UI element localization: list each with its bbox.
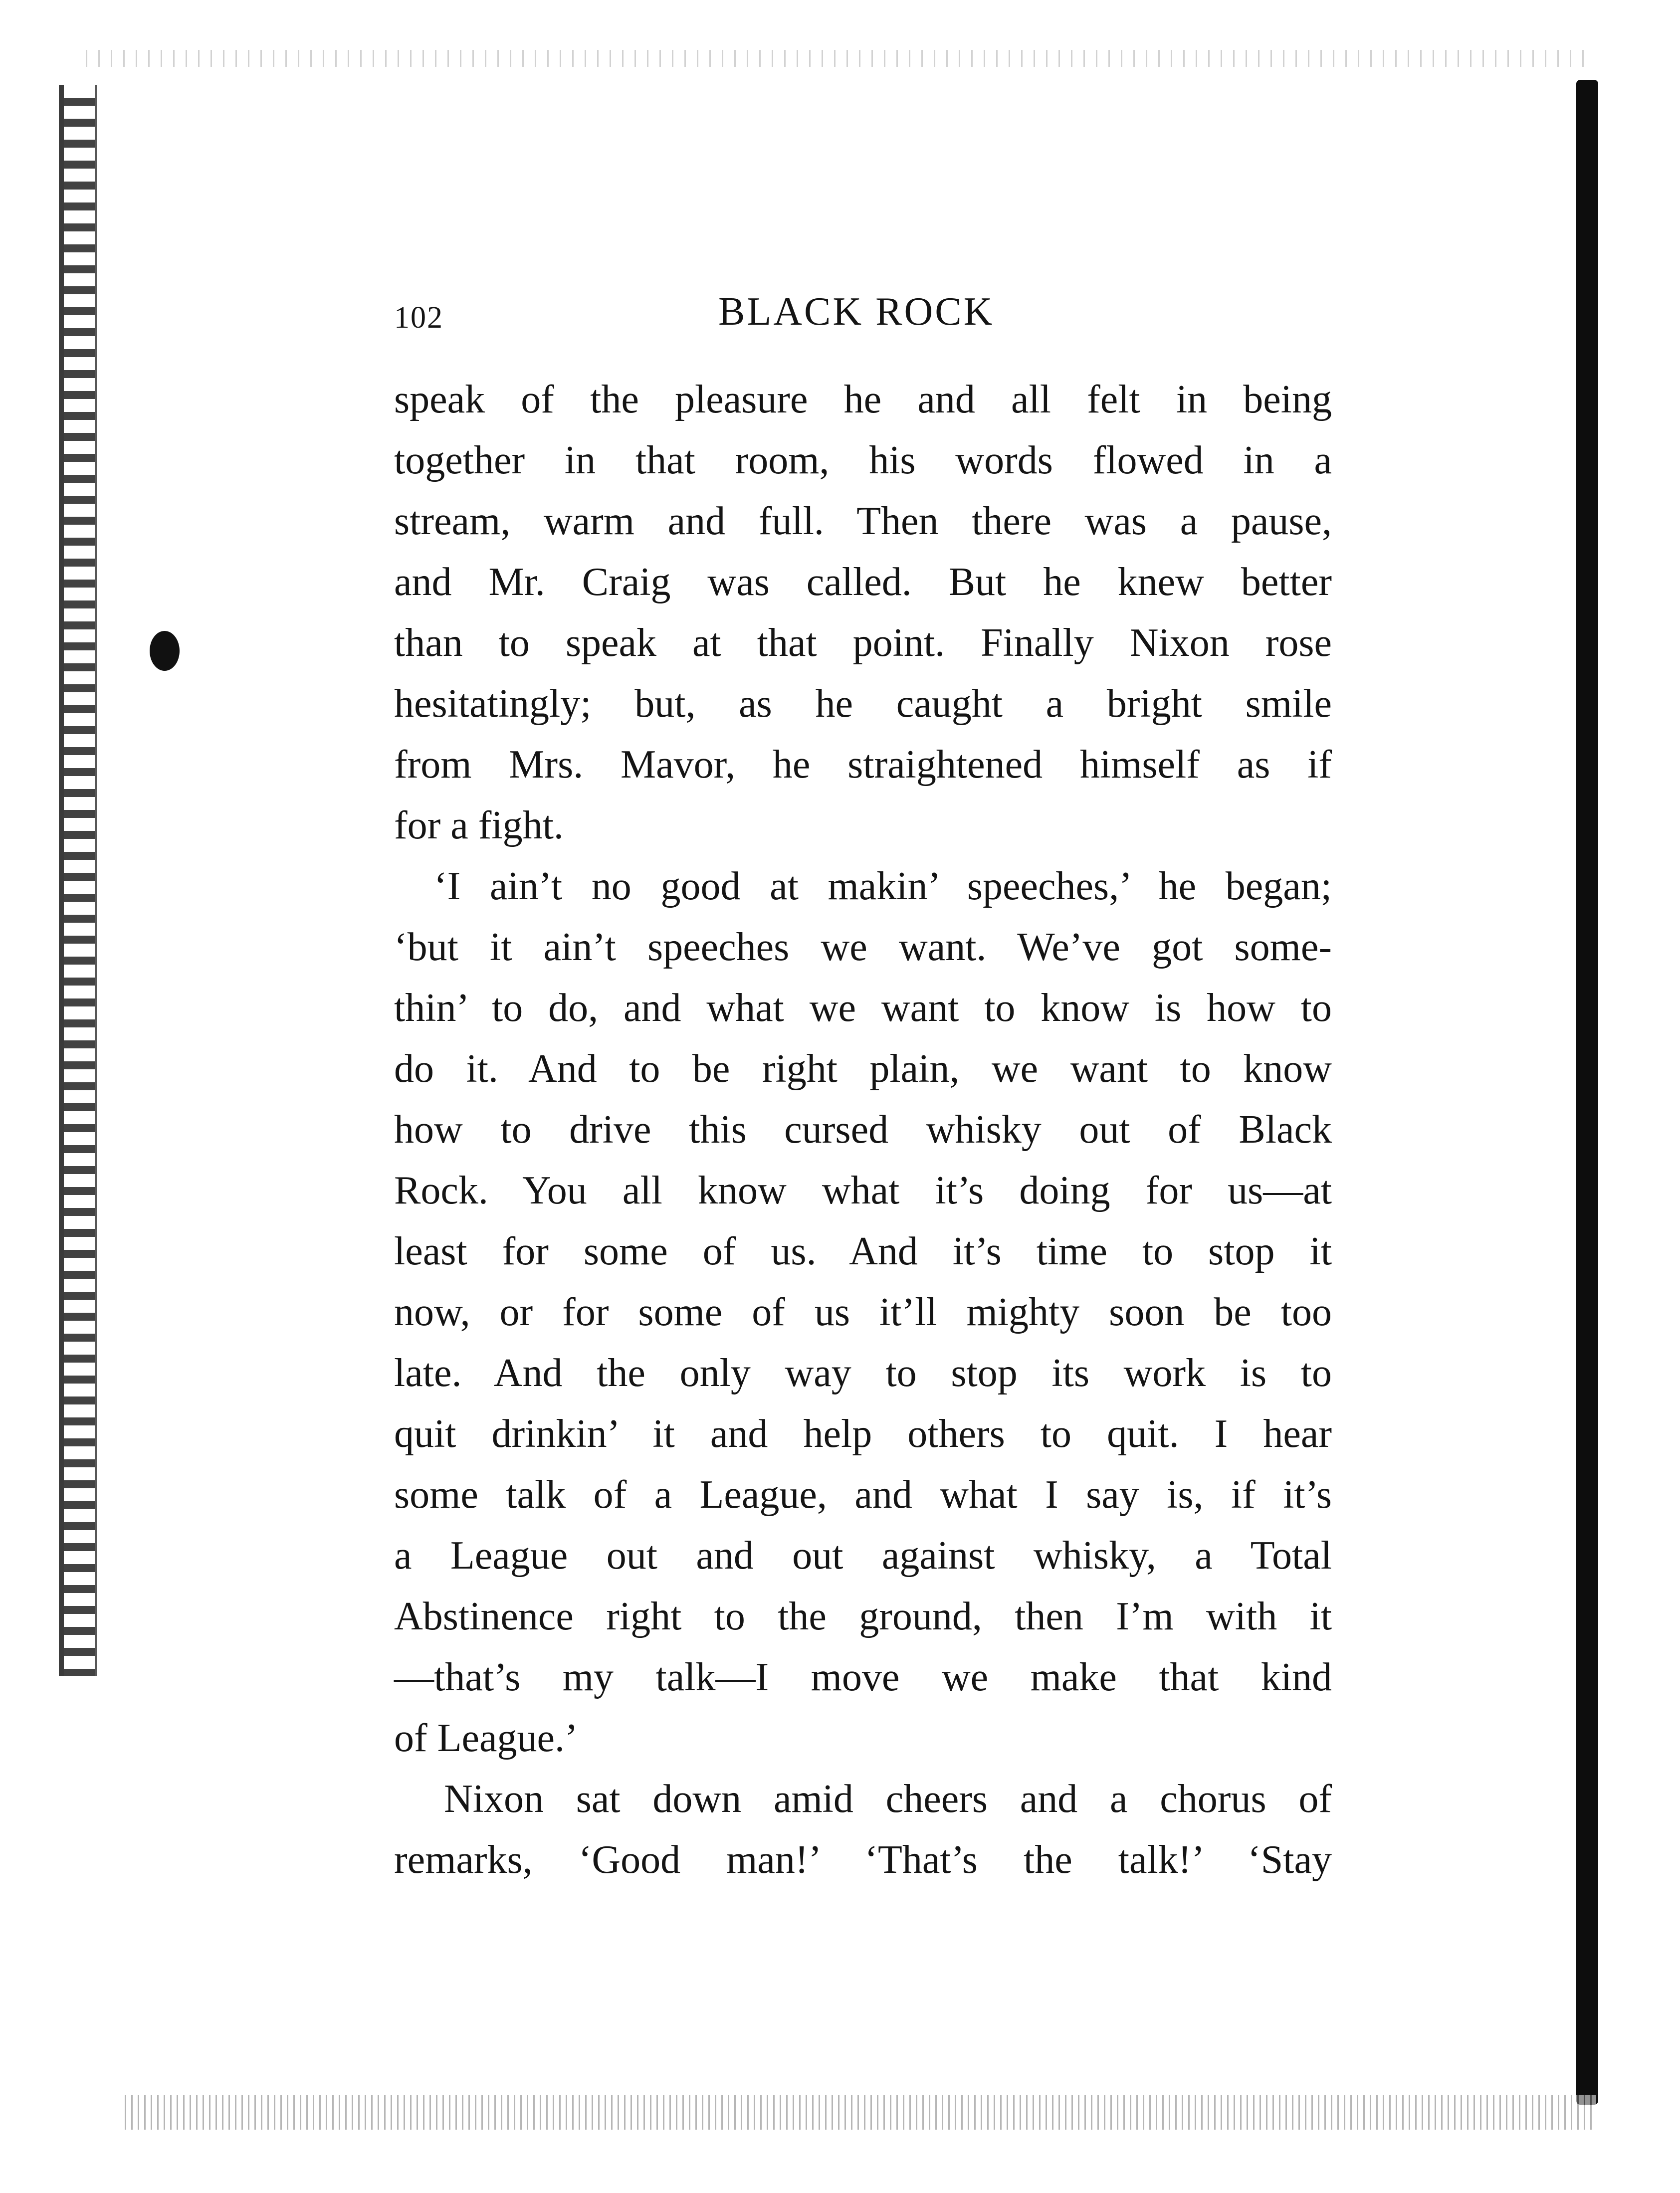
text-line: late. And the only way to stop its work is to bbox=[394, 1351, 1332, 1395]
text-line: speak of the pleasure he and all felt in being bbox=[394, 378, 1332, 421]
running-head: BLACK ROCK bbox=[718, 290, 995, 334]
text-line: Abstinence right to the ground, then I’m with it bbox=[394, 1595, 1332, 1638]
text-line: than to speak at that point. Finally Nixon rose bbox=[394, 621, 1332, 665]
body-text bbox=[394, 369, 1332, 1890]
ink-blot-mark bbox=[150, 631, 180, 671]
text-line: Rock. You all know what it’s doing for us—at bbox=[394, 1169, 1332, 1212]
text-line: now, or for some of us it’ll mighty soon be too bbox=[394, 1290, 1332, 1334]
text-line: ‘but it ain’t speeches we want. We’ve got some- bbox=[394, 925, 1332, 969]
text-line: of League.’ bbox=[394, 1716, 578, 1760]
page-top-edge-noise bbox=[75, 50, 1586, 67]
text-line: Nixon sat down amid cheers and a chorus of bbox=[444, 1777, 1332, 1821]
text-line: least for some of us. And it’s time to stop it bbox=[394, 1229, 1332, 1273]
page-number: 102 bbox=[394, 301, 443, 335]
text-line: remarks, ‘Good man!’ ‘That’s the talk!’ ‘Stay bbox=[394, 1838, 1332, 1882]
text-line: and Mr. Craig was called. But he knew better bbox=[394, 560, 1332, 604]
text-line: for a fight. bbox=[394, 803, 564, 847]
text-line: some talk of a League, and what I say is, if it’s bbox=[394, 1473, 1332, 1517]
text-line: a League out and out against whisky, a Total bbox=[394, 1534, 1332, 1578]
right-binding-edge bbox=[1576, 80, 1598, 2105]
text-line: thin’ to do, and what we want to know is how to bbox=[394, 986, 1332, 1030]
text-line: from Mrs. Mavor, he straightened himself as if bbox=[394, 743, 1332, 787]
text-line: how to drive this cursed whisky out of Black bbox=[394, 1108, 1332, 1152]
page-bottom-edge-noise bbox=[120, 2095, 1596, 2130]
text-line: hesitatingly; but, as he caught a bright smile bbox=[394, 682, 1332, 726]
text-line: do it. And to be right plain, we want to know bbox=[394, 1047, 1332, 1091]
text-line: ‘I ain’t no good at makin’ speeches,’ he began; bbox=[434, 864, 1332, 908]
page-header bbox=[394, 289, 1337, 344]
text-line: quit drinkin’ it and help others to quit. I hear bbox=[394, 1412, 1332, 1456]
text-line: together in that room, his words flowed in a bbox=[394, 438, 1332, 482]
text-line: —that’s my talk—I move we make that kind bbox=[394, 1655, 1332, 1699]
left-binding-edge bbox=[59, 85, 97, 1676]
text-line: stream, warm and full. Then there was a pause, bbox=[394, 499, 1332, 543]
